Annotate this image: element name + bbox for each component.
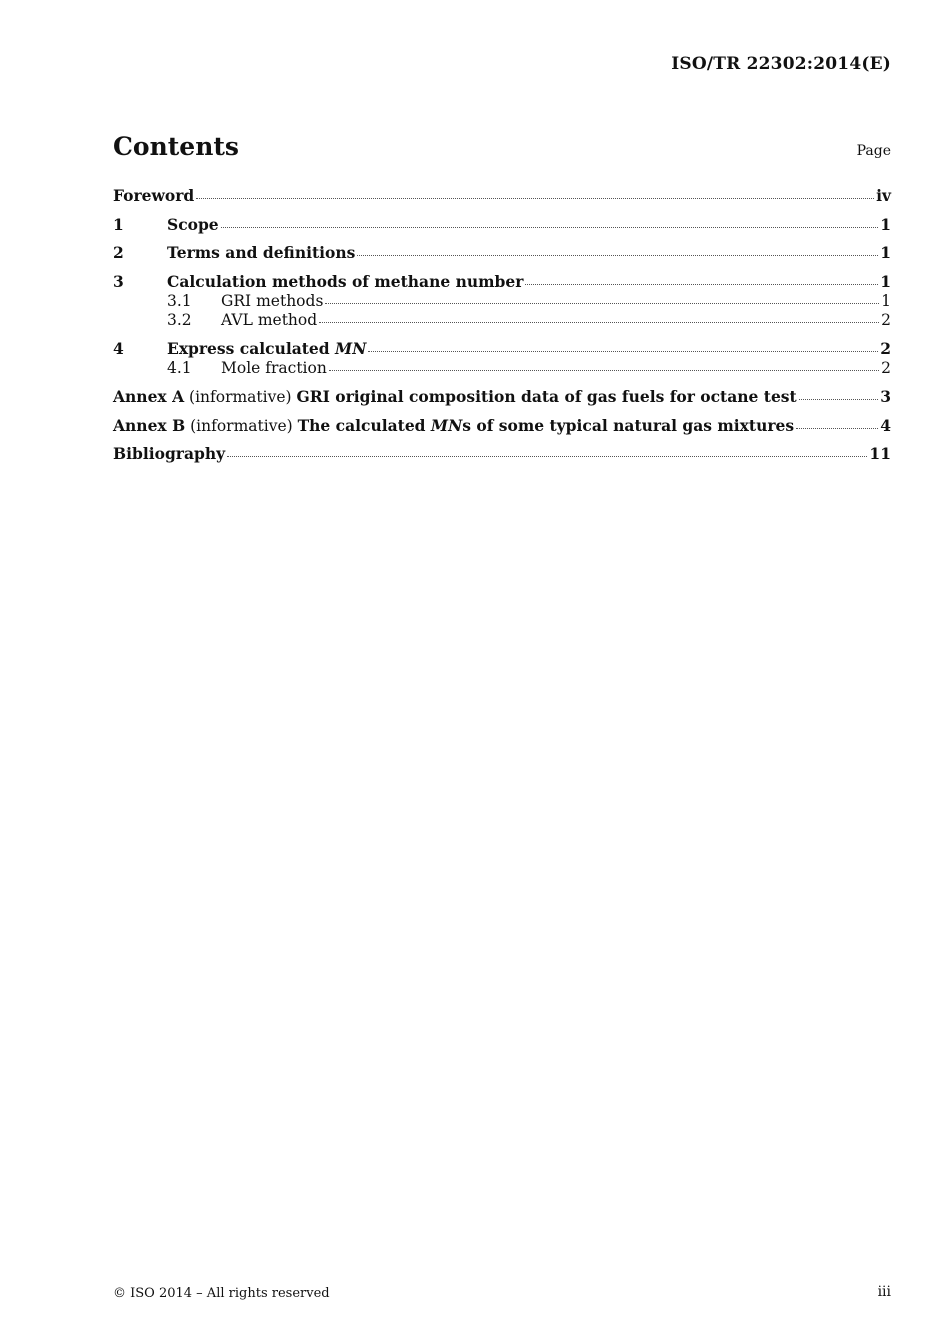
page-column-label: Page	[856, 143, 891, 159]
toc-entry-terms[interactable]	[113, 243, 891, 263]
toc-entry-avl-method[interactable]	[113, 311, 891, 331]
dot-leader	[319, 322, 879, 323]
toc-title	[167, 339, 366, 359]
toc-number: 3.2	[167, 311, 192, 329]
footer-copyright: © ISO 2014 – All rights reserved	[113, 1286, 330, 1301]
dot-leader	[325, 303, 879, 304]
dot-leader	[525, 284, 878, 285]
annex-title-post: s of some typical natural gas mixtures	[462, 415, 795, 435]
dot-leader	[357, 255, 878, 256]
toc-entry-scope[interactable]	[113, 215, 891, 235]
annex-label: Annex B	[113, 415, 186, 435]
toc-page: 4	[880, 415, 891, 435]
toc-number: 4.1	[167, 359, 192, 377]
toc-number: 3	[113, 271, 124, 291]
dot-leader	[221, 227, 879, 228]
annex-label: Annex A	[113, 387, 185, 406]
toc-entry-annex-b[interactable]	[113, 416, 891, 436]
toc-title: Terms and definitions	[167, 243, 356, 262]
toc-title: Mole fraction	[221, 359, 327, 377]
toc-page: 3	[880, 387, 891, 406]
toc-title: AVL method	[221, 311, 318, 329]
dot-leader	[196, 198, 874, 199]
toc-entry-annex-a[interactable]	[113, 387, 891, 407]
toc-page: 1	[881, 291, 891, 310]
document-code: ISO/TR 22302:2014(E)	[671, 54, 891, 74]
toc-page: 11	[869, 444, 891, 463]
annex-title: GRI original composition data of gas fuels for octane test	[296, 387, 797, 406]
table-of-contents	[113, 186, 891, 464]
toc-title	[113, 387, 797, 407]
annex-note: (informative)	[185, 416, 298, 435]
toc-number: 3.1	[167, 291, 192, 310]
toc-title: Bibliography	[113, 444, 226, 463]
dot-leader	[799, 399, 879, 400]
toc-entry-gri-methods[interactable]	[113, 292, 891, 312]
toc-title: Foreword	[113, 186, 195, 205]
toc-title-italic: MN	[335, 339, 367, 358]
annex-title-pre: The calculated	[297, 415, 431, 435]
toc-title: GRI methods	[221, 291, 324, 310]
toc-page: 2	[881, 359, 891, 377]
dot-leader	[796, 428, 878, 429]
toc-title: Calculation methods of methane number	[167, 271, 524, 291]
dot-leader	[368, 351, 878, 352]
toc-page: 1	[880, 271, 891, 291]
toc-title-text: Express calculated	[167, 339, 336, 358]
contents-heading: Contents	[113, 132, 240, 161]
toc-page: 2	[880, 339, 891, 358]
toc-page: 1	[880, 214, 891, 234]
toc-title: Scope	[167, 214, 219, 234]
dot-leader	[329, 370, 879, 371]
footer-page-number: iii	[877, 1284, 891, 1300]
toc-title	[113, 416, 794, 436]
toc-entry-mole-fraction[interactable]	[113, 359, 891, 379]
annex-title-italic: MN	[430, 415, 463, 435]
annex-note: (informative)	[184, 388, 297, 406]
toc-number: 4	[113, 339, 124, 358]
toc-entry-bibliography[interactable]	[113, 444, 891, 464]
toc-page: 1	[880, 243, 891, 262]
toc-page: iv	[876, 186, 891, 205]
toc-entry-calculation-methods[interactable]	[113, 272, 891, 292]
toc-entry-foreword[interactable]	[113, 186, 891, 206]
toc-number: 2	[113, 243, 124, 262]
toc-number: 1	[113, 214, 124, 234]
toc-page: 2	[881, 311, 891, 329]
dot-leader	[227, 456, 867, 457]
toc-entry-express-mn[interactable]	[113, 339, 891, 359]
